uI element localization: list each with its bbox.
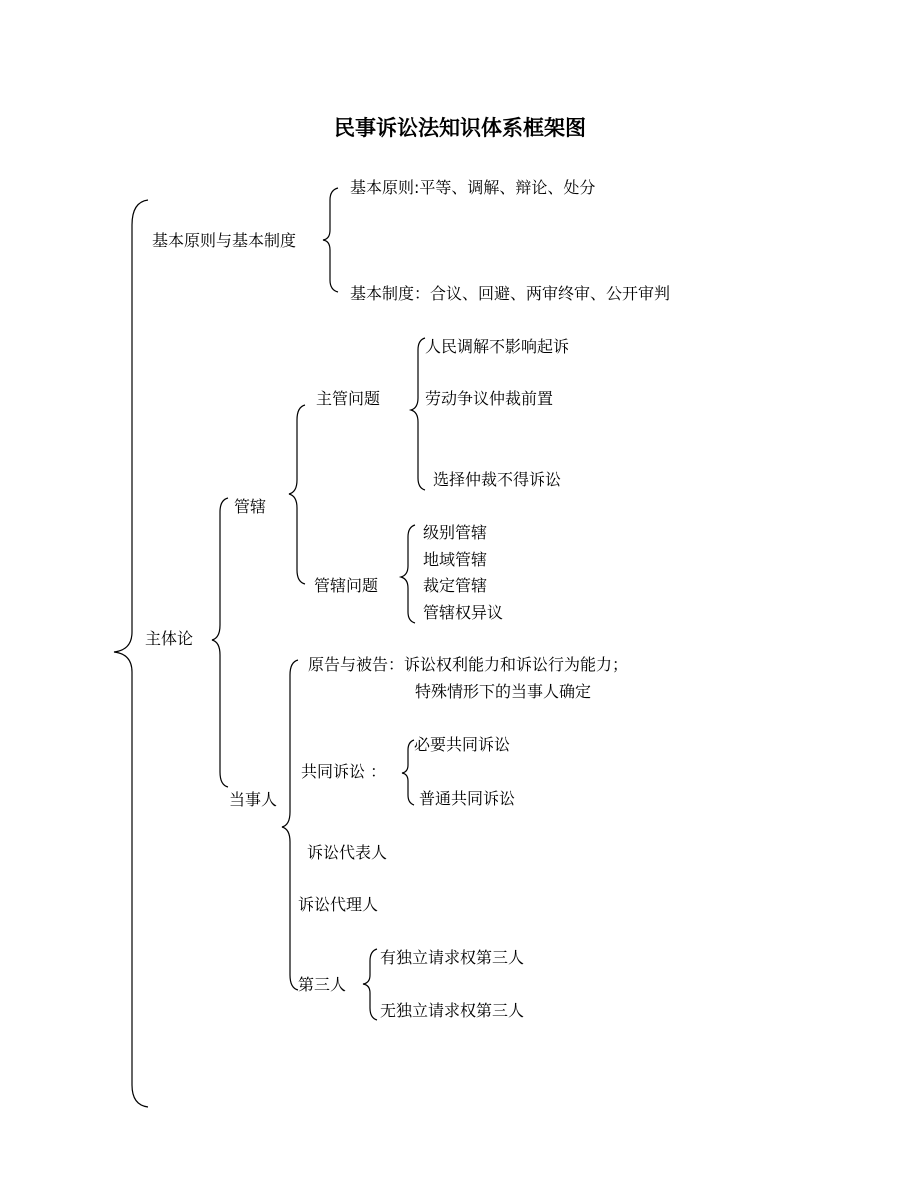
node-plaintiff-defendant-line2: 特殊情形下的当事人确定 (415, 682, 592, 701)
node-joint-litigation: 共同诉讼 ： (301, 762, 387, 781)
node-representative: 诉讼代表人 (307, 843, 388, 862)
node-basic-principles: 基本原则:平等、调解、辩论、处分 (350, 178, 596, 197)
list-item: 劳动争议仲裁前置 (425, 389, 554, 408)
list-item: 人民调解不影响起诉 (425, 337, 570, 356)
list-item: 有独立请求权第三人 (380, 948, 525, 967)
node-competence: 主管问题 (316, 389, 381, 408)
parties-brace (282, 660, 298, 990)
node-agent: 诉讼代理人 (298, 895, 379, 914)
third-brace (363, 949, 377, 1020)
node-basic: 基本原则与基本制度 (152, 231, 297, 250)
joint-brace (402, 740, 414, 805)
list-item: 无独立请求权第三人 (380, 1001, 525, 1020)
node-subject: 主体论 (145, 629, 194, 648)
node-parties: 当事人 (229, 790, 278, 809)
list-item: 裁定管辖 (423, 576, 488, 595)
list-item: 地域管辖 (423, 550, 488, 569)
list-item: 级别管辖 (423, 523, 488, 542)
basic-brace (323, 188, 338, 292)
list-item: 选择仲裁不得诉讼 (433, 470, 562, 489)
root-brace (114, 200, 148, 1107)
node-third-party: 第三人 (298, 975, 347, 994)
node-venue: 管辖问题 (314, 576, 379, 595)
subject-brace (212, 498, 228, 787)
competence-brace (411, 338, 425, 490)
list-item: 普通共同诉讼 (419, 789, 516, 808)
node-basic-systems: 基本制度：合议、回避、两审终审、公开审判 (350, 284, 671, 303)
list-item: 管辖权异议 (423, 603, 504, 622)
node-plaintiff-defendant: 原告与被告：诉讼权利能力和诉讼行为能力； (308, 655, 629, 674)
list-item: 必要共同诉讼 (414, 735, 511, 754)
node-jurisdiction: 管辖 (234, 497, 267, 516)
venue-brace (401, 525, 415, 623)
page-title: 民事诉讼法知识体系框架图 (334, 116, 586, 140)
jurisdiction-brace (289, 405, 305, 584)
